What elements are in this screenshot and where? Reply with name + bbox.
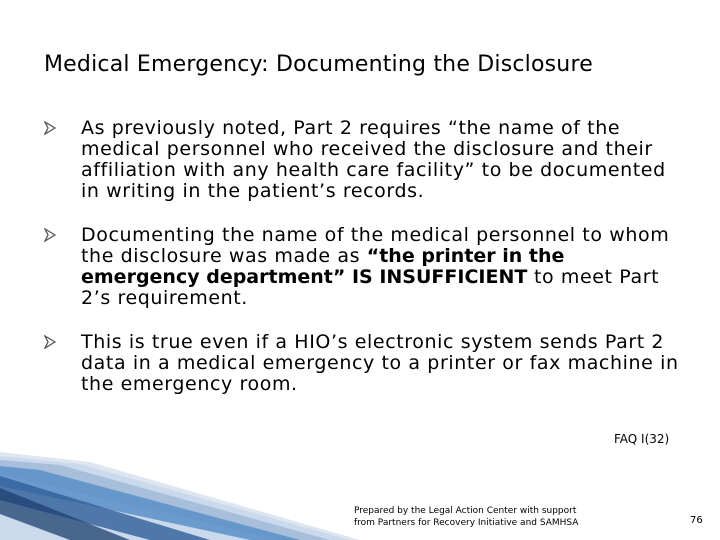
bullet-emphasis: “the printer in the emergency department” IS INSUFFICIENT — [81, 245, 565, 288]
arrowhead-bullet-icon — [44, 121, 56, 135]
page-number: 76 — [690, 515, 703, 526]
bullet-text: As previously noted, Part 2 requires “the name of the medical personnel who received the disclosure and their affiliation with any health care facility” to be documented in writing in the patient’s records. — [81, 117, 666, 202]
bullet-item-3 — [44, 332, 684, 395]
arrowhead-bullet-icon — [44, 335, 56, 349]
arrowhead-bullet-icon — [44, 228, 56, 242]
bullet-list — [44, 118, 684, 418]
slide-title: Medical Emergency: Documenting the Disclosure — [44, 52, 593, 77]
footer-line-1: Prepared by the Legal Action Center with support — [354, 506, 577, 516]
bullet-item-2 — [44, 225, 684, 309]
faq-reference: FAQ I(32) — [614, 432, 670, 446]
bullet-item-1 — [44, 118, 684, 202]
bullet-text: Documenting the name of the medical personnel to whom the disclosure was made as — [81, 224, 670, 267]
footer-line-2: from Partners for Recovery Initiative and SAMHSA — [354, 518, 579, 528]
bullet-text: This is true even if a HIO’s electronic system sends Part 2 data in a medical emergency to a printer or fax machine in the emergency room. — [81, 331, 679, 395]
footer-credit — [354, 505, 578, 529]
bullet-text-tail: to meet Part 2’s requirement. — [81, 266, 660, 309]
